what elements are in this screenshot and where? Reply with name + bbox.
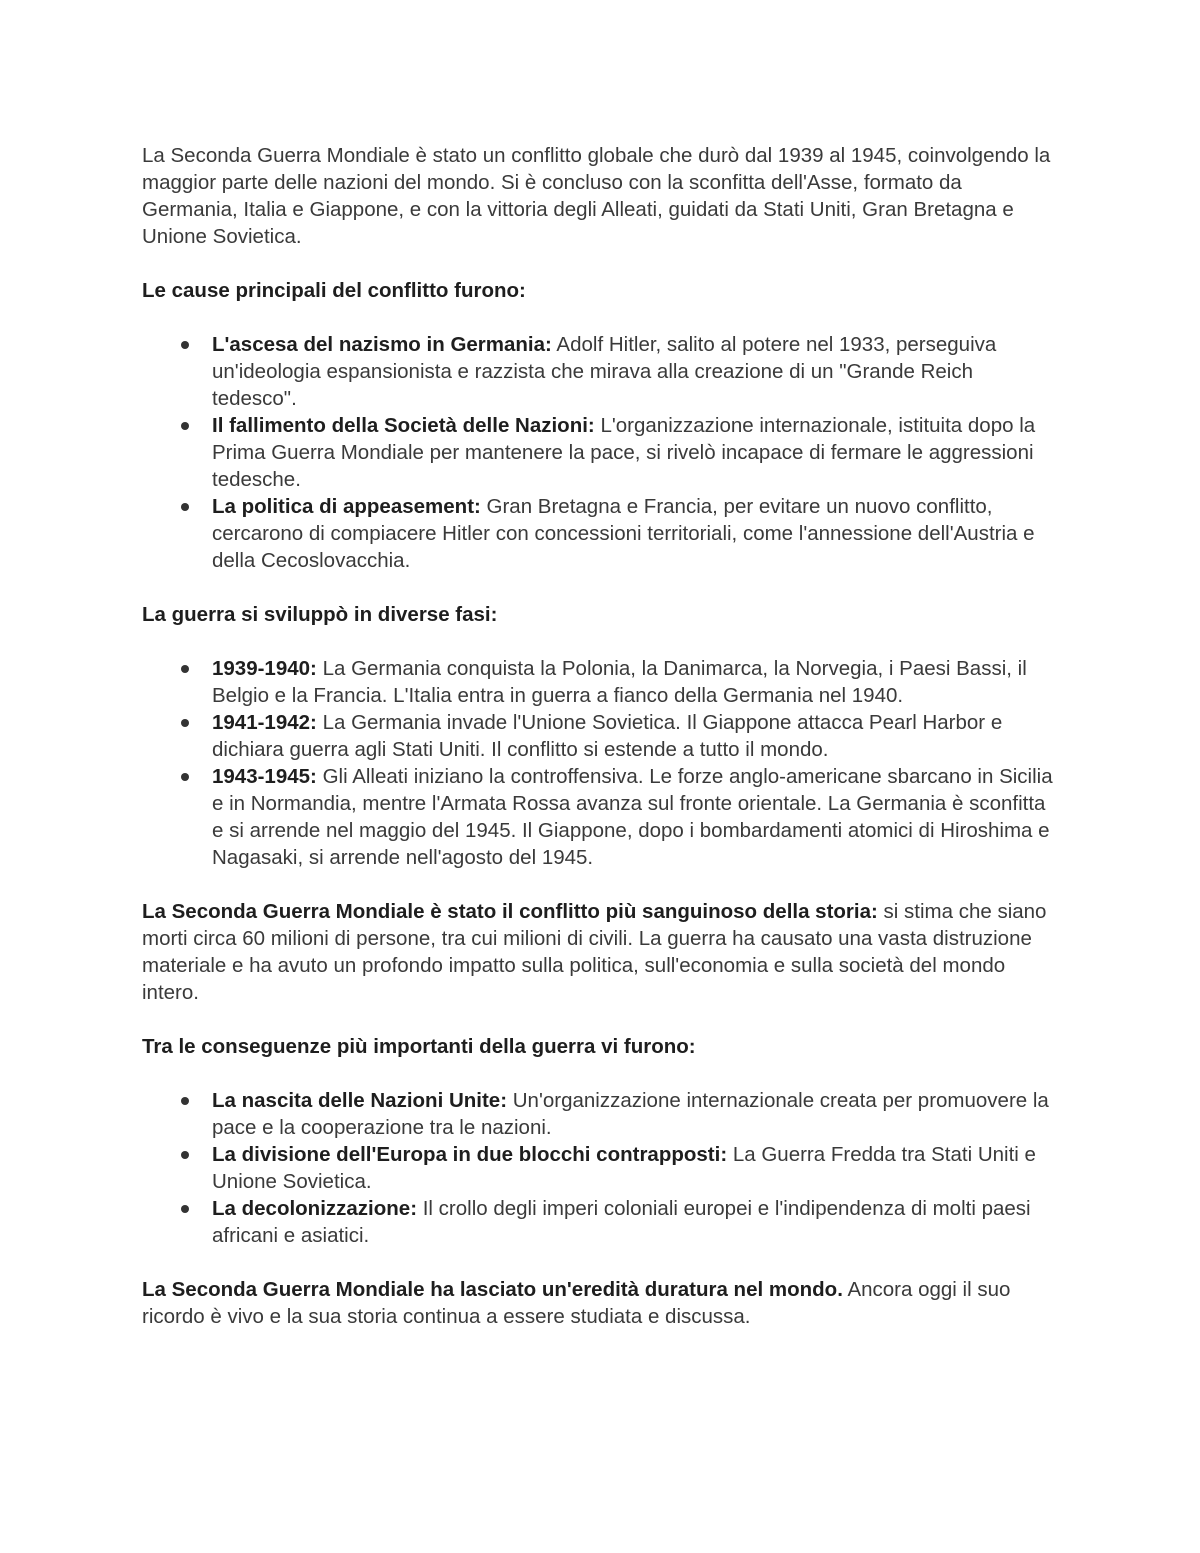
item-title: La politica di appeasement: <box>212 495 481 518</box>
list-item <box>212 655 1060 709</box>
legacy-paragraph <box>142 1276 1060 1330</box>
causes-heading: Le cause principali del conflitto furono: <box>142 279 526 302</box>
item-text: Un'organizzazione internazionale creata per promuovere la pace e la cooperazione tra le nazioni. <box>212 1089 1049 1139</box>
item-text: La Guerra Fredda tra Stati Uniti e Unione Sovietica. <box>212 1143 1036 1193</box>
paragraph-text: si stima che siano morti circa 60 milioni di persone, tra cui milioni di civili. La guerra ha causato una vasta distruzione materiale e ha avuto un profondo impatto sulla politica, sull'economia e sulla società del mondo intero. <box>142 900 1047 1004</box>
list-item <box>212 493 1060 574</box>
list-item <box>212 763 1060 871</box>
paragraph-lead: La Seconda Guerra Mondiale ha lasciato un'eredità duratura nel mondo. <box>142 1278 843 1301</box>
consequences-list <box>142 1087 1060 1249</box>
paragraph-lead: La Seconda Guerra Mondiale è stato il conflitto più sanguinoso della storia: <box>142 900 878 923</box>
item-title: La nascita delle Nazioni Unite: <box>212 1089 508 1112</box>
item-title: La divisione dell'Europa in due blocchi contrapposti: <box>212 1143 728 1166</box>
consequences-heading: Tra le conseguenze più importanti della guerra vi furono: <box>142 1035 696 1058</box>
item-title: Il fallimento della Società delle Nazioni: <box>212 414 595 437</box>
item-title: L'ascesa del nazismo in Germania: <box>212 333 552 356</box>
item-title: 1943-1945: <box>212 765 317 788</box>
item-text: Gli Alleati iniziano la controffensiva. Le forze anglo-americane sbarcano in Sicilia e in Normandia, mentre l'Armata Rossa avanza sul fronte orientale. La Germania è sconfitta e si arrende nel maggio del 1945. Il Giappone, dopo i bombardamenti atomici di Hiroshima e Nagasaki, si arrende nell'agosto del 1945. <box>212 765 1053 869</box>
item-text: L'organizzazione internazionale, istituita dopo la Prima Guerra Mondiale per mantenere la pace, si rivelò incapace di fermare le aggressioni tedesche. <box>212 414 1036 491</box>
list-item <box>212 1195 1060 1249</box>
item-title: 1941-1942: <box>212 711 317 734</box>
list-item <box>212 331 1060 412</box>
item-title: 1939-1940: <box>212 657 317 680</box>
item-text: Adolf Hitler, salito al potere nel 1933, perseguiva un'ideologia espansionista e razzista che mirava alla creazione di un "Grande Reich tedesco". <box>212 333 997 410</box>
item-title: La decolonizzazione: <box>212 1197 418 1220</box>
item-text: La Germania conquista la Polonia, la Danimarca, la Norvegia, i Paesi Bassi, il Belgio e la Francia. L'Italia entra in guerra a fianco della Germania nel 1940. <box>212 657 1027 707</box>
item-text: Gran Bretagna e Francia, per evitare un nuovo conflitto, cercarono di compiacere Hitler con concessioni territoriali, come l'annessione dell'Austria e della Cecoslovacchia. <box>212 495 1035 572</box>
phases-list <box>142 655 1060 871</box>
list-item <box>212 1087 1060 1141</box>
phases-heading: La guerra si sviluppò in diverse fasi: <box>142 603 498 626</box>
item-text: La Germania invade l'Unione Sovietica. Il Giappone attacca Pearl Harbor e dichiara guerra agli Stati Uniti. Il conflitto si estende a tutto il mondo. <box>212 711 1003 761</box>
item-text: Il crollo degli imperi coloniali europei e l'indipendenza di molti paesi africani e asiatici. <box>212 1197 1031 1247</box>
intro-paragraph: La Seconda Guerra Mondiale è stato un conflitto globale che durò dal 1939 al 1945, coinvolgendo la maggior parte delle nazioni del mondo. Si è concluso con la sconfitta dell'Asse, formato da Germania, Italia e Giappone, e con la vittoria degli Alleati, guidati da Stati Uniti, Gran Bretagna e Unione Sovietica. <box>142 144 1051 248</box>
causes-list <box>142 331 1060 574</box>
bloodiest-paragraph <box>142 898 1060 1006</box>
list-item <box>212 412 1060 493</box>
paragraph-text: Ancora oggi il suo ricordo è vivo e la sua storia continua a essere studiata e discussa. <box>142 1278 1011 1328</box>
list-item <box>212 1141 1060 1195</box>
list-item <box>212 709 1060 763</box>
